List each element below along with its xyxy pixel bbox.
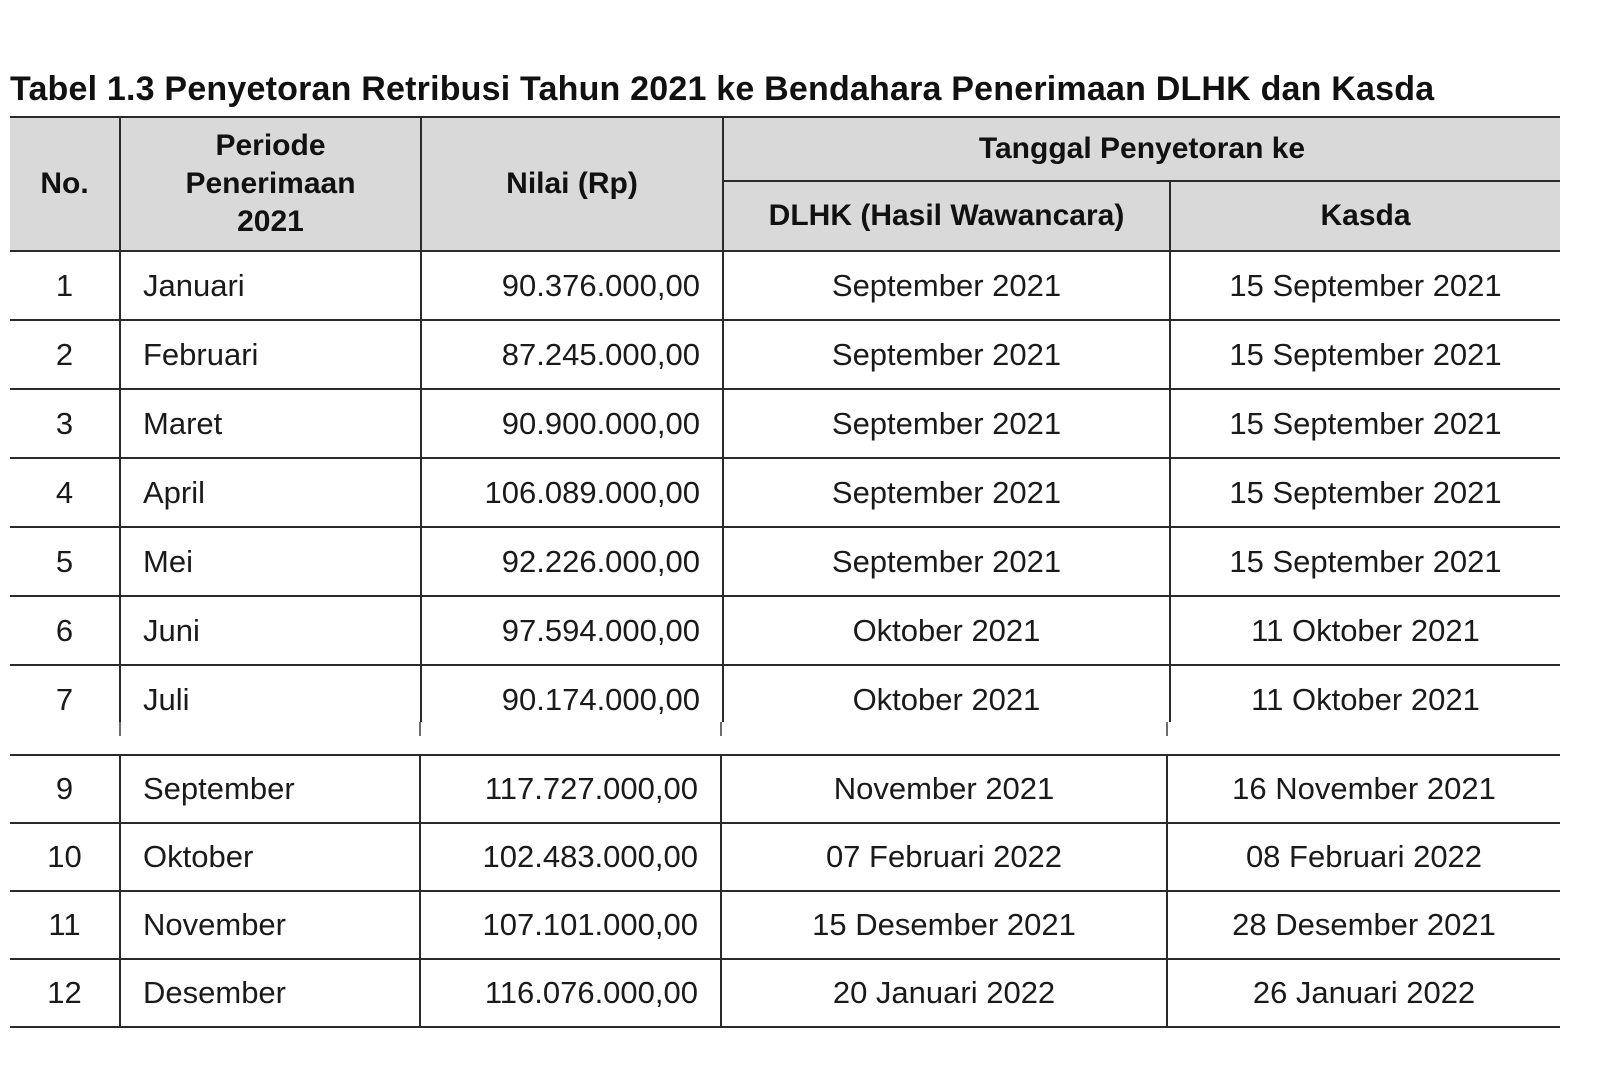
header-no: No. [10,117,120,251]
cell-nilai: 97.594.000,00 [421,596,723,665]
cell-nilai: 117.727.000,00 [420,755,721,823]
cell-nilai: 116.076.000,00 [420,959,721,1027]
table-row [10,891,1560,959]
gap-divider [1166,722,1168,736]
gap-divider [720,722,722,736]
cell-dlhk: Oktober 2021 [723,596,1170,665]
cell-nilai: 90.900.000,00 [421,389,723,458]
table-row [10,959,1560,1027]
cell-no: 12 [10,959,120,1027]
cell-no: 6 [10,596,120,665]
cell-dlhk: September 2021 [723,458,1170,527]
header-periode-line1: Periode [215,129,326,162]
table-row [10,527,1560,596]
cell-nilai: 102.483.000,00 [420,823,721,891]
table-row [10,320,1560,389]
cell-no: 4 [10,458,120,527]
cell-dlhk: 15 Desember 2021 [721,891,1167,959]
header-tanggal: Tanggal Penyetoran ke [723,117,1560,181]
cell-dlhk: September 2021 [723,320,1170,389]
cell-dlhk: September 2021 [723,389,1170,458]
cell-periode: November [120,891,420,959]
table-row [10,596,1560,665]
cell-no: 2 [10,320,120,389]
cell-no: 9 [10,755,120,823]
cell-kasda: 28 Desember 2021 [1167,891,1560,959]
cell-dlhk: September 2021 [723,527,1170,596]
cell-no: 3 [10,389,120,458]
cell-no: 5 [10,527,120,596]
cell-no: 10 [10,823,120,891]
cell-periode: Juni [120,596,421,665]
cell-periode: Oktober [120,823,420,891]
cell-kasda: 15 September 2021 [1170,458,1560,527]
table-body-bottom [10,755,1560,1027]
cell-periode: April [120,458,421,527]
cell-nilai: 87.245.000,00 [421,320,723,389]
cell-no: 7 [10,665,120,734]
header-kasda: Kasda [1170,181,1560,251]
cell-dlhk: Oktober 2021 [723,665,1170,734]
header-periode [120,117,421,251]
table-row [10,755,1560,823]
cell-nilai: 90.174.000,00 [421,665,723,734]
cell-periode: Desember [120,959,420,1027]
cell-dlhk: 20 Januari 2022 [721,959,1167,1027]
cell-kasda: 11 Oktober 2021 [1170,665,1560,734]
retribution-table-bottom [10,754,1560,1028]
table-row [10,389,1560,458]
cell-nilai: 107.101.000,00 [420,891,721,959]
cell-periode: Maret [120,389,421,458]
cell-no: 11 [10,891,120,959]
table-caption: Tabel 1.3 Penyetoran Retribusi Tahun 2021 ke Bendahara Penerimaan DLHK dan Kasda [10,70,1435,108]
header-nilai: Nilai (Rp) [421,117,723,251]
header-dlhk: DLHK (Hasil Wawancara) [723,181,1170,251]
cell-kasda: 26 Januari 2022 [1167,959,1560,1027]
cell-periode: Februari [120,320,421,389]
cell-periode: Mei [120,527,421,596]
cell-nilai: 90.376.000,00 [421,251,723,320]
table-row [10,823,1560,891]
cell-kasda: 15 September 2021 [1170,527,1560,596]
header-periode-line2: Penerimaan [185,167,356,200]
cell-kasda: 11 Oktober 2021 [1170,596,1560,665]
cell-kasda: 15 September 2021 [1170,389,1560,458]
scan-gap [0,722,1600,754]
cell-no: 1 [10,251,120,320]
table-row [10,251,1560,320]
cell-periode: September [120,755,420,823]
cell-kasda: 16 November 2021 [1167,755,1560,823]
retribution-table-top [10,116,1560,735]
header-periode-line3: 2021 [237,205,304,238]
table-row [10,458,1560,527]
gap-divider [419,722,421,736]
cell-kasda: 15 September 2021 [1170,320,1560,389]
cell-dlhk: 07 Februari 2022 [721,823,1167,891]
cell-dlhk: November 2021 [721,755,1167,823]
gap-divider [119,722,121,736]
cell-periode: Juli [120,665,421,734]
cell-periode: Januari [120,251,421,320]
cell-dlhk: September 2021 [723,251,1170,320]
cell-kasda: 15 September 2021 [1170,251,1560,320]
cell-nilai: 106.089.000,00 [421,458,723,527]
cell-kasda: 08 Februari 2022 [1167,823,1560,891]
table-body-top [10,251,1560,734]
cell-nilai: 92.226.000,00 [421,527,723,596]
